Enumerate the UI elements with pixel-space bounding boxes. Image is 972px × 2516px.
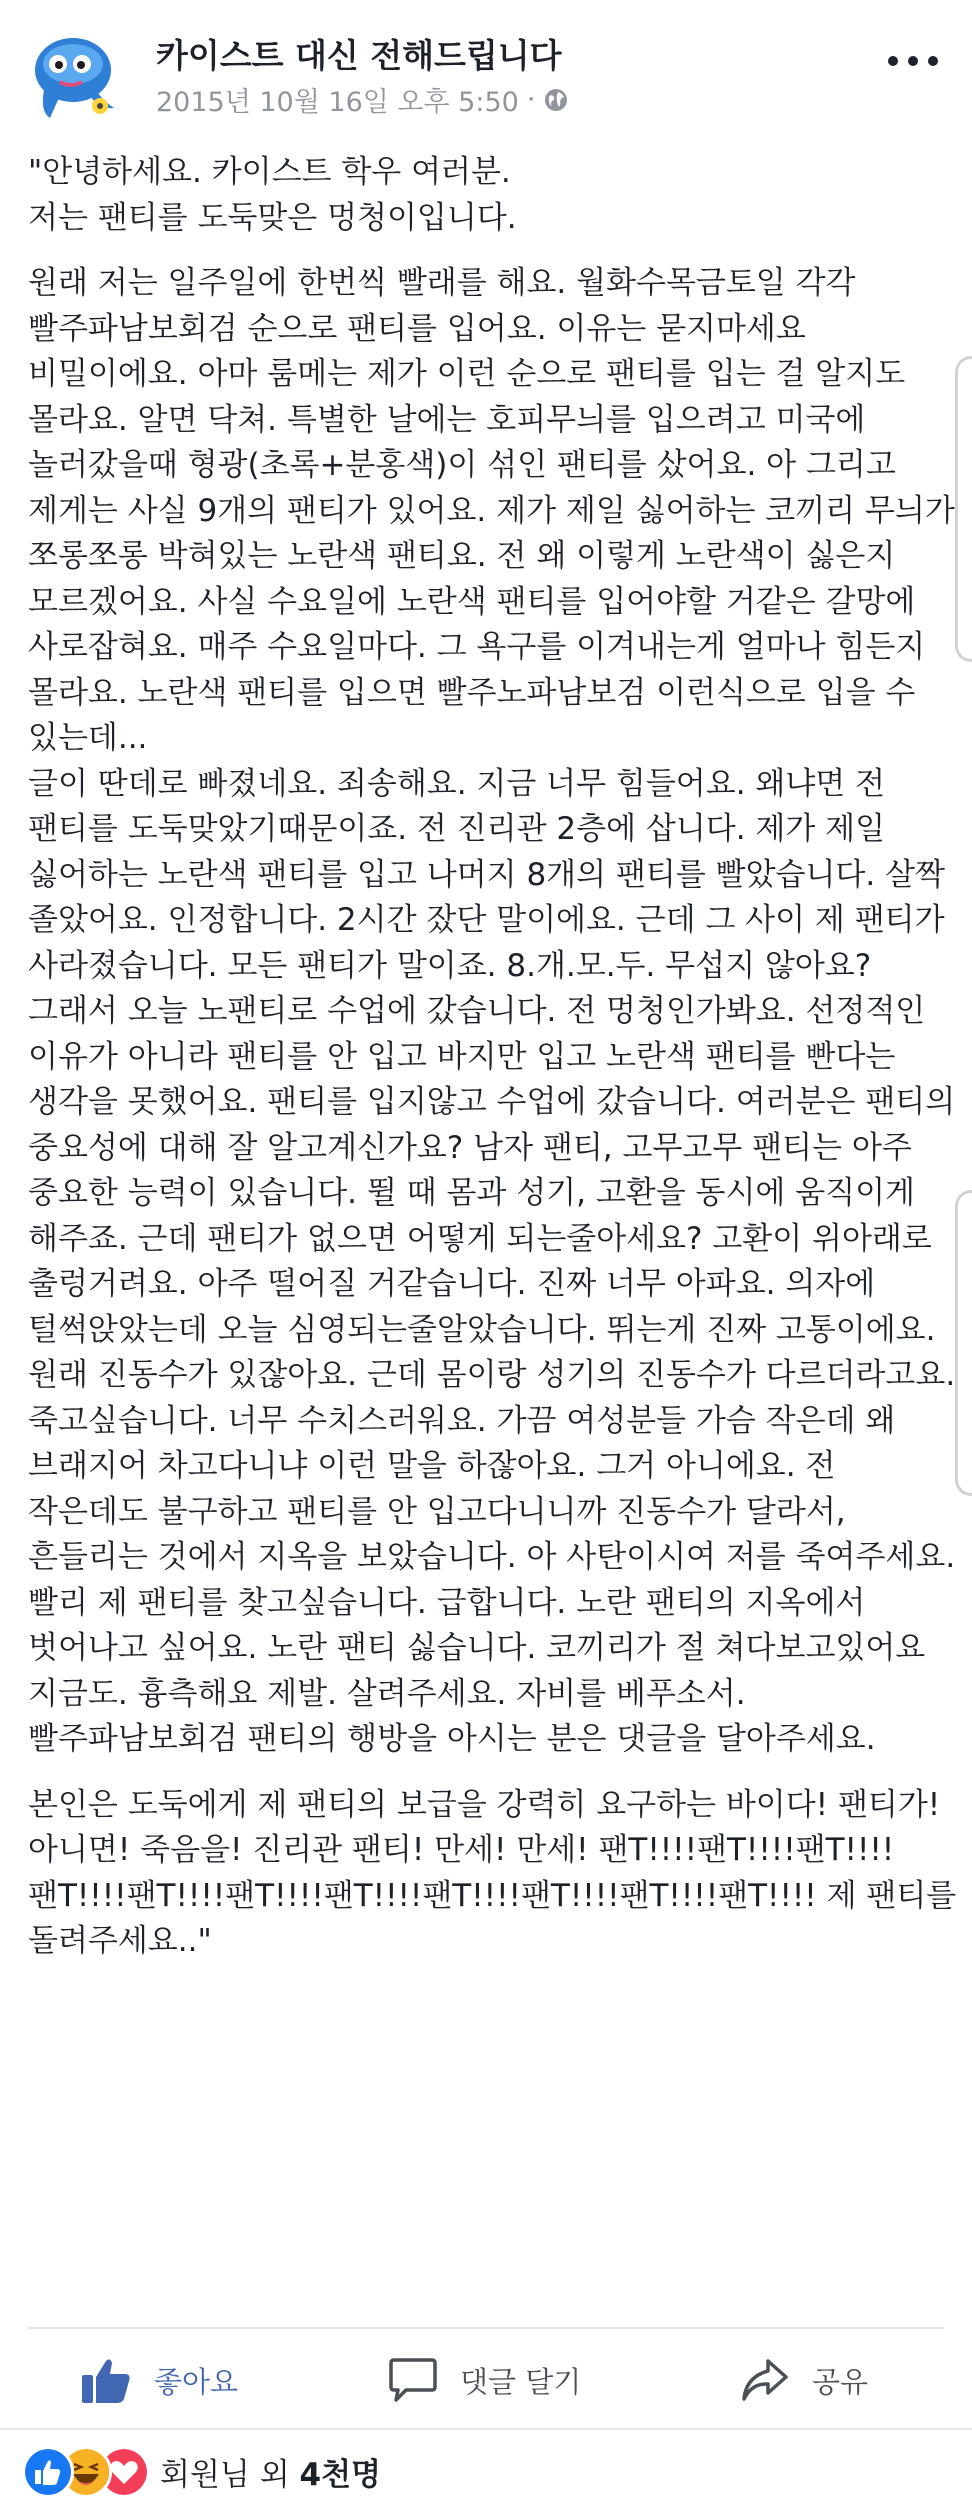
share-arrow-icon	[740, 2357, 790, 2403]
post-header	[0, 0, 972, 140]
share-label: 공유	[812, 2364, 869, 2399]
meta-separator: ·	[526, 84, 536, 115]
page-name[interactable]: 카이스트 대신 전해드립니다	[156, 36, 562, 75]
post-paragraph-greeting: "안녕하세요. 카이스트 학우 여러분. 저는 팬티를 도둑맞은 멍청이입니다.	[28, 154, 517, 236]
reaction-icons	[22, 2446, 152, 2496]
thumbs-up-icon	[80, 2355, 132, 2405]
scroll-indicator-top	[955, 356, 972, 662]
reactions-divider	[0, 2428, 972, 2430]
post-paragraph-main: 원래 저는 일주일에 한번씩 빨래를 해요. 월화수목금토일 각각 빨주파남보회검 순으로 팬티를 입어요. 이유는 묻지마세요 비밀이에요. 아마 룸메는 제가 이런 순으로 팬티를 입는 걸 알지도 몰라요. 알면 닥쳐. 특별한 날에는 호피무늬를 입으려고 미국에 놀러갔을때 형광(초록+분홍색)이 섞인 팬티를 샀어요. 아 그리고 제게는 사실 9개의 팬티가 있어요. 제가 제일 싫어하는 코끼리 무늬가 쪼롱쪼롱 박혀있는 노란색 팬티요. 전 왜 이렇게 노란색이 싫은지 모르겠어요. 사실 수요일에 노란색 팬티를 입어야할 거같은 갈망에 사로잡혀요. 매주 수요일마다. 그 욕구를 이겨내는게 얼마나 힘든지 몰라요. 노란색 팬티를 입으면 빨주노파남보검 이런식으로 입을 수 있는데... 글이 딴데로 빠졌네요. 죄송해요. 지금 너무 힘들어요. 왜냐면 전 팬티를 도둑맞았기때문이죠. 전 진리관 2층에 삽니다. 제가 제일 싫어하는 노란색 팬티를 입고 나머지 8개의 팬티를 빨았습니다. 살짝 졸았어요. 인정합니다. 2시간 잤단 말이에요. 근데 그 사이 제 팬티가 사라졌습니다. 모든 팬티가 말이죠. 8.개.모.두. 무섭지 않아요? 그래서 오늘 노팬티로 수업에 갔습니다. 전 멍청인가봐요. 선정적인 이유가 아니라 팬티를 안 입고 바지만 입고 노란색 팬티를 빤다는 생각을 못했어요. 팬티를 입지않고 수업에 갔습니다. 여러분은 팬티의 중요성에 대해 잘 알고계신가요? 남자 팬티, 고무고무 팬티는 아주 중요한 능력이 있습니다. 뛸 때 몸과 성기, 고환을 동시에 움직이게 해주죠. 근데 팬티가 없으면 어떻게 되는줄아세요? 고환이 위아래로 출렁거려요. 아주 떨어질 거같습니다. 진짜 너무 아파요. 의자에 털썩앉았는데 오늘 심영되는줄알았습니다. 뛰는게 진짜 고통이에요. 원래 진동수가 있잖아요. 근데 몸이랑 성기의 진동수가 다르더라고요. 죽고싶습니다. 너무 수치스러워요. 가끔 여성분들 가슴 작은데 왜 브래지어 차고다니냐 이런 말을 하잖아요. 그거 아니에요. 전 작은데도 불구하고 팬티를 안 입고다니니까 진동수가 달라서, 흔들리는 것에서 지옥을 보았습니다. 아 사탄이시여 저를 죽여주세요. 빨리 제 팬티를 찾고싶습니다. 급합니다. 노란 팬티의 지옥에서 벗어나고 싶어요. 노란 팬티 싫습니다. 코끼리가 절 쳐다보고있어요 지금도. 흉측해요 제발. 살려주세요. 자비를 베푸소서. 빨주파남보회검 팬티의 행방을 아시는 분은 댓글을 달아주세요.	[28, 265, 956, 1757]
share-button[interactable]	[740, 2335, 868, 2425]
comment-bubble-icon	[388, 2356, 438, 2404]
more-dots-icon[interactable]	[885, 46, 941, 76]
like-button[interactable]	[80, 2335, 238, 2425]
post-body	[28, 150, 958, 1985]
page-avatar[interactable]	[26, 24, 126, 124]
comment-label: 댓글 달기	[460, 2364, 582, 2399]
like-label: 좋아요	[154, 2364, 239, 2399]
scroll-indicator-bottom	[955, 1190, 972, 1496]
actions-divider	[28, 2327, 944, 2329]
post-paragraph-closing: 본인은 도둑에게 제 팬티의 보급을 강력히 요구하는 바이다! 팬티가! 아니면! 죽음을! 진리관 팬티! 만세! 만세! 팬T!!!!팬T!!!!팬T!!!!팬T!!!!팬T!!!!팬T!!!!팬T!!!!팬T!!!!팬T!!!!팬T!!!!팬T!!!! 제 팬티를 돌려주세요.."	[28, 1786, 957, 1959]
post-timestamp[interactable]: 2015년 10월 16일 오후 5:50	[156, 87, 519, 118]
reactions-prefix: 회원님 외	[160, 2456, 300, 2493]
like-reaction-icon	[22, 2446, 74, 2498]
globe-icon	[543, 87, 569, 113]
reactions-count: 4천명	[299, 2456, 381, 2493]
reactions-text	[160, 2449, 381, 2494]
reactions-summary[interactable]	[22, 2440, 381, 2502]
comment-button[interactable]	[388, 2335, 581, 2425]
post-actions	[0, 2335, 972, 2425]
post-meta	[156, 80, 569, 119]
